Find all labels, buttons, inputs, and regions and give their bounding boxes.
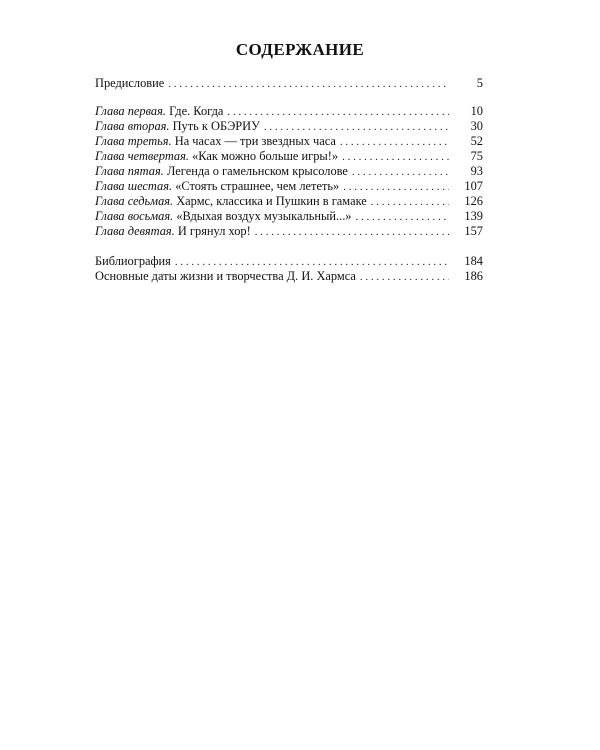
dot-leader: [227, 105, 449, 120]
toc-entry-page: 157: [464, 224, 483, 238]
dot-leader: [355, 210, 449, 225]
chapter-number: Глава седьмая.: [95, 194, 174, 208]
dot-leader: [168, 77, 449, 92]
toc-entry-page: 52: [470, 134, 483, 148]
toc-entry: [95, 164, 483, 179]
chapter-title: «Стоять страшнее, чем лететь»: [175, 179, 340, 193]
chapter-number: Глава шестая.: [95, 179, 173, 193]
chapter-number: Глава пятая.: [95, 164, 164, 178]
dot-leader: [371, 195, 449, 210]
toc-entry: [95, 194, 483, 209]
dot-leader: [360, 270, 449, 285]
toc-entry: [95, 149, 483, 164]
chapter-title: Путь к ОБЭРИУ: [172, 119, 260, 133]
toc-entry-page: 30: [470, 119, 483, 133]
chapter-title: Где. Когда: [169, 104, 224, 118]
toc-entry: [95, 224, 483, 239]
chapter-title: И грянул хор!: [177, 224, 251, 238]
toc-entry: [95, 269, 483, 284]
toc-entry-label: [95, 164, 348, 179]
dot-leader: [340, 135, 449, 150]
toc-entry: [95, 254, 483, 269]
dot-leader: [255, 225, 449, 240]
chapter-number: Глава девятая.: [95, 224, 175, 238]
chapter-number: Глава вторая.: [95, 119, 170, 133]
toc-entry-page: 184: [464, 254, 483, 268]
toc-back-matter: [95, 254, 483, 284]
toc-entry: [95, 104, 483, 119]
toc-entry-page: 10: [470, 104, 483, 118]
toc-entry-page: 126: [464, 194, 483, 208]
toc-entry: [95, 76, 483, 91]
page-title: СОДЕРЖАНИЕ: [235, 40, 365, 59]
chapter-title: Легенда о гамельнском крысолове: [166, 164, 348, 178]
chapter-number: Глава третья.: [95, 134, 172, 148]
toc-entry-label: [95, 209, 351, 224]
chapter-title: «Как можно больше игры!»: [192, 149, 339, 163]
dot-leader: [175, 255, 449, 270]
toc-entry-label: Предисловие: [95, 76, 165, 90]
toc-front-matter: [95, 76, 483, 91]
toc-entry-page: 107: [464, 179, 483, 193]
dot-leader: [342, 150, 449, 165]
toc-entry: [95, 119, 483, 134]
toc-entry-page: 75: [470, 149, 483, 163]
toc-chapters: [95, 104, 483, 239]
toc-entry-label: [95, 134, 336, 149]
toc-entry-page: 139: [464, 209, 483, 223]
toc-entry-page: 186: [464, 269, 483, 283]
toc-entry-label: [95, 119, 260, 134]
chapter-title: Хармс, классика и Пушкин в гамаке: [176, 194, 367, 208]
toc-entry: [95, 209, 483, 224]
chapter-number: Глава четвертая.: [95, 149, 189, 163]
toc-entry-label: [95, 104, 223, 119]
toc-entry-page: 5: [476, 76, 483, 90]
toc-entry: [95, 134, 483, 149]
chapter-title: «Вдыхая воздух музыкальный...»: [176, 209, 352, 223]
toc-entry: [95, 179, 483, 194]
toc-entry-label: [95, 149, 338, 164]
dot-leader: [264, 120, 449, 135]
toc-entry-page: 93: [470, 164, 483, 178]
toc-entry-label: [95, 194, 367, 209]
chapter-number: Глава первая.: [95, 104, 166, 118]
chapter-title: На часах — три звездных часа: [174, 134, 336, 148]
dot-leader: [352, 165, 449, 180]
toc-entry-label: [95, 179, 339, 194]
toc-entry-label: [95, 224, 251, 239]
dot-leader: [343, 180, 449, 195]
chapter-number: Глава восьмая.: [95, 209, 174, 223]
toc-entry-label: Библиография: [95, 254, 171, 268]
toc-entry-label: Основные даты жизни и творчества Д. И. Хармса: [95, 269, 356, 283]
